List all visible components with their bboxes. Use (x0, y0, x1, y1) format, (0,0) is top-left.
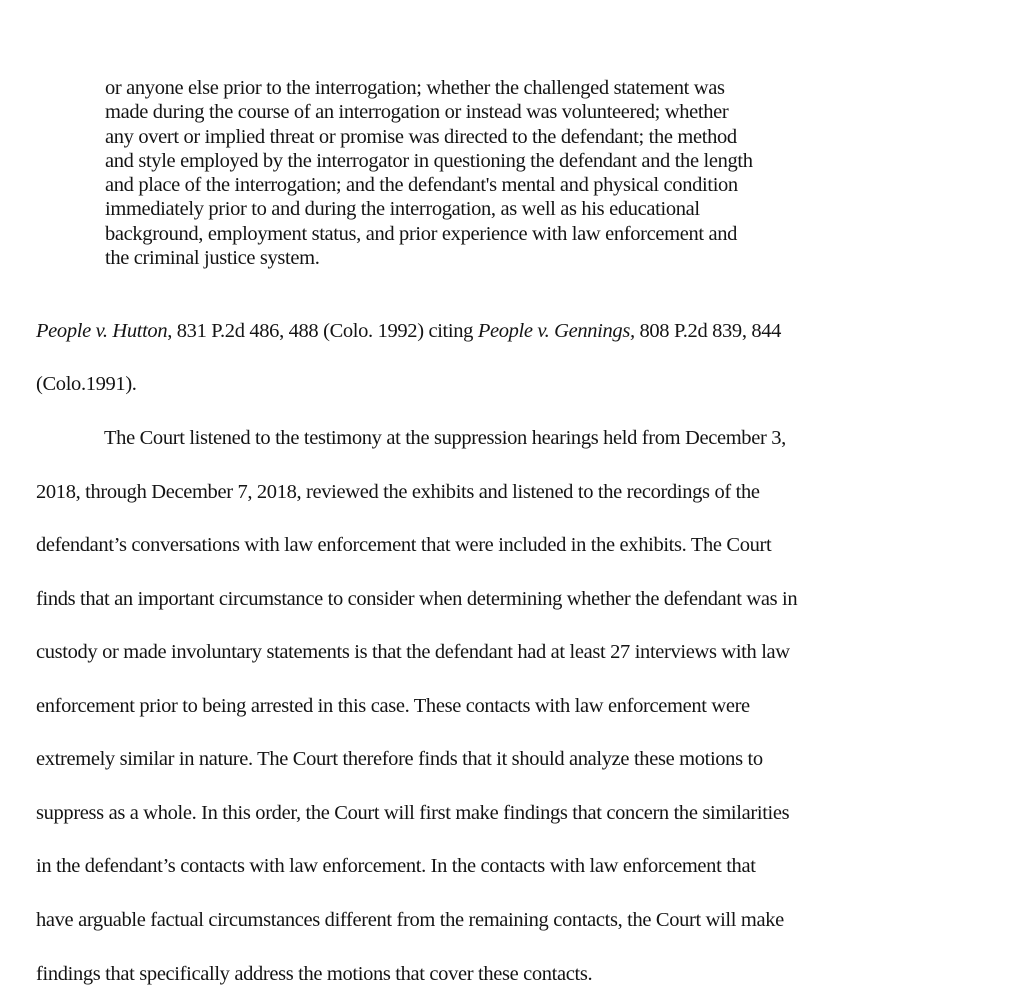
paragraph-line: The Court listened to the testimony at the suppression hearings held from December 3, (104, 427, 786, 449)
block-quote-line: and place of the interrogation; and the defendant's mental and physical condition (105, 174, 738, 197)
block-quote-line: made during the course of an interrogation or instead was volunteered; whether (105, 101, 729, 124)
paragraph-line: extremely similar in nature. The Court therefore finds that it should analyze these motions to (36, 748, 763, 770)
paragraph-line: suppress as a whole. In this order, the Court will first make findings that concern the similarities (36, 802, 790, 824)
block-quote-line: immediately prior to and during the interrogation, as well as his educational (105, 198, 700, 221)
paragraph-line: enforcement prior to being arrested in this case. These contacts with law enforcement were (36, 695, 750, 717)
paragraph-line: findings that specifically address the motions that cover these contacts. (36, 963, 593, 985)
paragraph-line: 2018, through December 7, 2018, reviewed the exhibits and listened to the recordings of the (36, 481, 760, 503)
paragraph-line: custody or made involuntary statements is that the defendant had at least 27 interviews with law (36, 641, 790, 663)
block-quote-line: background, employment status, and prior experience with law enforcement and (105, 222, 738, 245)
case-cite-gennings: 808 P.2d 839, 844 (634, 320, 782, 342)
citation-continuation: (Colo.1991). (36, 373, 137, 395)
citation-line (36, 319, 781, 343)
block-quote-line: and style employed by the interrogator in questioning the defendant and the length (105, 149, 753, 172)
block-quote (105, 76, 905, 270)
case-cite-hutton: , 831 P.2d 486, 488 (Colo. 1992) citing (167, 320, 478, 342)
paragraph-line: defendant’s conversations with law enforcement that were included in the exhibits. The Court (36, 534, 772, 556)
case-name-gennings: People v. Gennings, (477, 320, 635, 342)
block-quote-line: the criminal justice system. (105, 247, 320, 270)
paragraph-line: in the defendant’s contacts with law enforcement. In the contacts with law enforcement that (36, 855, 756, 877)
paragraph-line: have arguable factual circumstances different from the remaining contacts, the Court will make (36, 909, 784, 931)
paragraph-line: finds that an important circumstance to consider when determining whether the defendant was in (36, 588, 798, 610)
block-quote-line: any overt or implied threat or promise was directed to the defendant; the method (105, 125, 737, 148)
block-quote-line: or anyone else prior to the interrogation; whether the challenged statement was (105, 77, 725, 99)
case-name-hutton: People v. Hutton (36, 320, 168, 342)
